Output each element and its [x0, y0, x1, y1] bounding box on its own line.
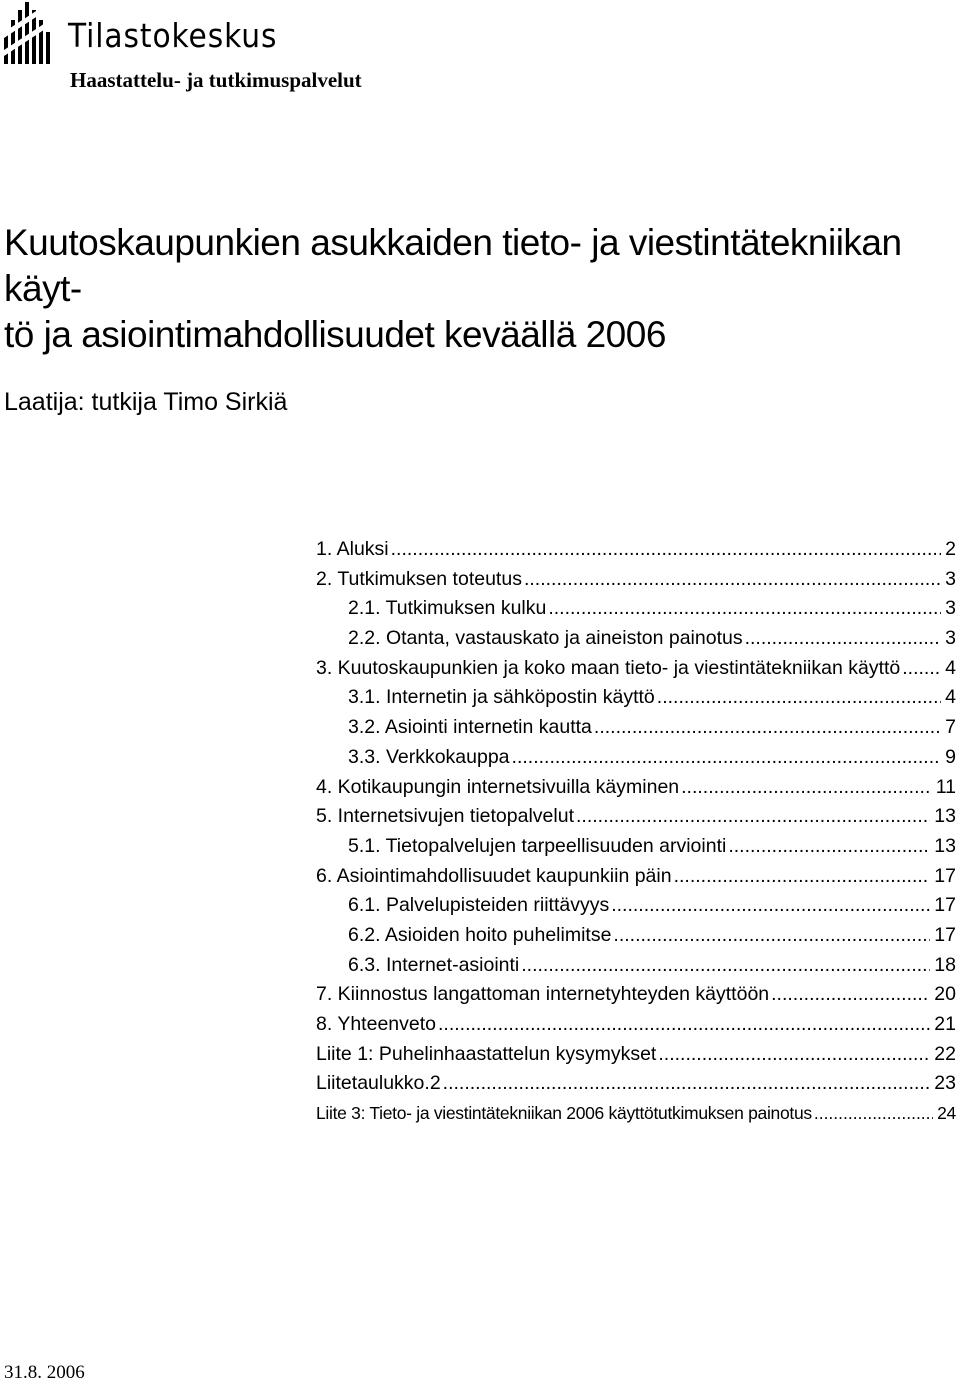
toc-entry-page-number: 17 — [934, 894, 956, 917]
toc-entry-title: 2.2. Otanta, vastauskato ja aineiston painotus — [348, 627, 743, 650]
toc-dot-leader — [548, 594, 941, 624]
toc-entry[interactable] — [316, 951, 956, 981]
toc-entry-page-number: 3 — [945, 597, 956, 620]
toc-entry[interactable] — [316, 921, 956, 951]
toc-dot-leader — [771, 980, 930, 1010]
toc-entry[interactable] — [316, 891, 956, 921]
toc-entry-title: 1. Aluksi — [316, 538, 389, 560]
toc-dot-leader — [814, 1099, 933, 1129]
logo-wordmark: Tilastokeskus — [68, 15, 278, 55]
toc-dot-leader — [391, 535, 942, 565]
organization-logo — [4, 2, 301, 64]
toc-entry[interactable] — [316, 683, 956, 713]
toc-entry-page-number: 18 — [934, 953, 956, 976]
toc-entry-page-number: 2 — [945, 538, 956, 560]
tilastokeskus-logo-icon — [4, 2, 56, 64]
toc-entry[interactable] — [316, 535, 956, 565]
toc-entry-title: Liitetaulukko.2 — [316, 1072, 441, 1095]
toc-dot-leader — [512, 743, 942, 773]
toc-entry-title: 6.3. Internet-asiointi — [348, 953, 520, 976]
toc-entry[interactable] — [316, 594, 956, 624]
toc-entry[interactable] — [316, 773, 956, 803]
toc-entry-title: 8. Yhteenveto — [316, 1013, 436, 1035]
toc-entry[interactable] — [316, 1069, 956, 1099]
toc-entry-title: 5. Internetsivujen tietopalvelut — [316, 805, 574, 828]
toc-entry[interactable] — [316, 862, 956, 892]
toc-entry[interactable] — [316, 654, 956, 684]
toc-dot-leader — [594, 713, 941, 743]
toc-entry-page-number: 13 — [934, 834, 956, 857]
toc-entry[interactable] — [316, 1010, 956, 1040]
toc-entry-page-number: 21 — [934, 1013, 956, 1035]
toc-entry-page-number: 7 — [945, 716, 956, 739]
toc-entry[interactable] — [316, 802, 956, 832]
toc-entry-page-number: 22 — [934, 1042, 956, 1065]
toc-entry-title: 3.2. Asiointi internetin kautta — [348, 716, 592, 739]
toc-dot-leader — [611, 891, 930, 921]
toc-dot-leader — [576, 802, 930, 832]
toc-entry-title: 6.2. Asioiden hoito puhelimitse — [348, 923, 612, 946]
toc-entry[interactable] — [316, 713, 956, 743]
department-name: Haastattelu- ja tutkimuspalvelut — [70, 68, 362, 92]
toc-entry-page-number: 17 — [934, 923, 956, 946]
toc-entry[interactable] — [316, 565, 956, 595]
toc-entry-title: 3.1. Internetin ja sähköpostin käyttö — [348, 686, 655, 709]
toc-dot-leader — [674, 862, 931, 892]
toc-entry-page-number: 23 — [934, 1072, 956, 1095]
toc-entry[interactable] — [316, 743, 956, 773]
toc-entry-page-number: 4 — [945, 686, 956, 709]
toc-entry-title: 2.1. Tutkimuksen kulku — [348, 597, 547, 620]
toc-entry-title: 3.3. Verkkokauppa — [348, 745, 510, 768]
document-title: Kuutoskaupunkien asukkaiden tieto- ja viestintätekniikan käyt- tö ja asiointimahdollisuudet keväällä 2006 — [4, 222, 902, 355]
document-date: 31.8. 2006 — [4, 1362, 85, 1383]
document-author: Laatija: tutkija Timo Sirkiä — [4, 388, 288, 416]
toc-entry[interactable] — [316, 980, 956, 1010]
toc-entry-page-number: 17 — [934, 864, 956, 887]
toc-entry-title: 2. Tutkimuksen toteutus — [316, 567, 522, 590]
toc-entry-title: Liite 3: Tieto- ja viestintätekniikan 2006 käyttötutkimuksen painotus — [316, 1103, 812, 1124]
toc-entry-page-number: 9 — [945, 745, 956, 768]
toc-dot-leader — [524, 565, 941, 595]
toc-entry-title: 6. Asiointimahdollisuudet kaupunkiin päin — [316, 864, 672, 887]
toc-dot-leader — [745, 624, 942, 654]
toc-entry-page-number: 4 — [945, 656, 956, 679]
toc-dot-leader — [521, 951, 930, 981]
toc-entry-title: 3. Kuutoskaupunkien ja koko maan tieto- ja viestintätekniikan käyttö — [316, 656, 901, 679]
toc-dot-leader — [658, 1040, 930, 1070]
toc-entry-page-number: 20 — [934, 983, 956, 1006]
toc-dot-leader — [681, 773, 932, 803]
toc-entry[interactable] — [316, 624, 956, 654]
toc-dot-leader — [613, 921, 930, 951]
toc-dot-leader — [902, 654, 941, 684]
toc-entry-title: Liite 1: Puhelinhaastattelun kysymykset — [316, 1042, 657, 1065]
toc-entry-title: 7. Kiinnostus langattoman internetyhteyden käyttöön — [316, 983, 770, 1006]
toc-entry[interactable] — [316, 1040, 956, 1070]
toc-entry[interactable] — [316, 832, 956, 862]
toc-dot-leader — [443, 1069, 931, 1099]
toc-entry-title: 4. Kotikaupungin internetsivuilla käyminen — [316, 775, 680, 798]
toc-entry-page-number: 3 — [945, 627, 956, 650]
toc-dot-leader — [438, 1010, 930, 1040]
toc-entry-page-number: 24 — [937, 1103, 956, 1124]
toc-dot-leader — [657, 683, 941, 713]
table-of-contents — [316, 535, 956, 1129]
toc-entry-page-number: 11 — [935, 775, 956, 798]
toc-entry-page-number: 3 — [945, 567, 956, 590]
toc-entry-page-number: 13 — [934, 805, 956, 828]
toc-entry-title: 5.1. Tietopalvelujen tarpeellisuuden arviointi — [348, 834, 727, 857]
toc-entry-title: 6.1. Palvelupisteiden riittävyys — [348, 894, 610, 917]
toc-dot-leader — [728, 832, 930, 862]
toc-entry[interactable] — [316, 1099, 956, 1129]
